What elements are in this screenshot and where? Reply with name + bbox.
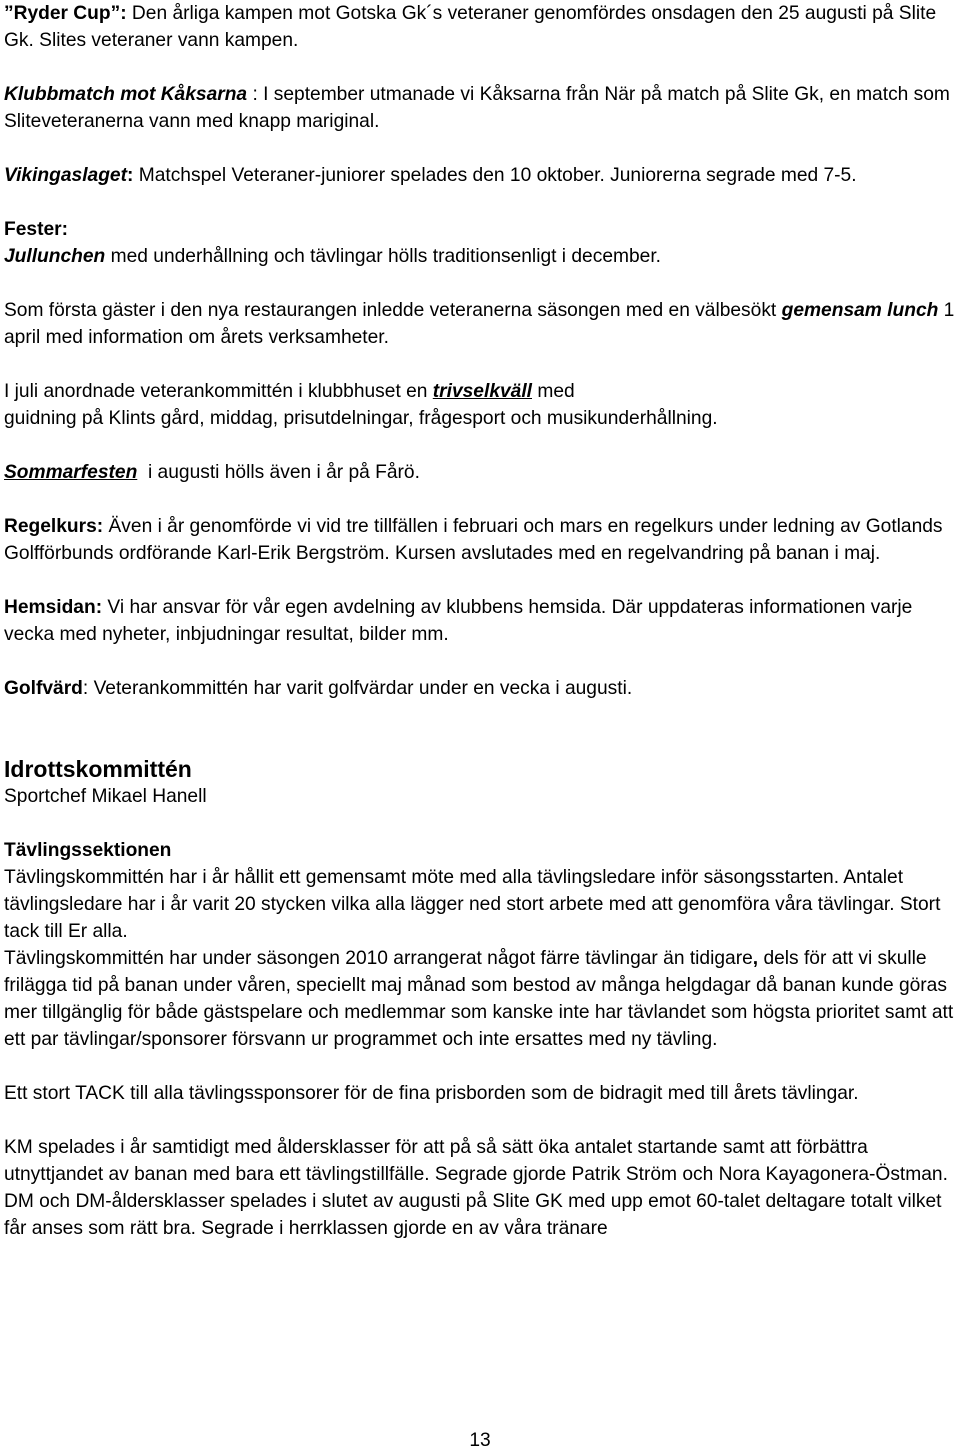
klubbmatch-paragraph <box>4 81 959 135</box>
vikingaslaget-colon: : <box>127 165 134 186</box>
gemensam-lunch-text-1: Som första gäster i den nya restaurangen inledde veteranerna säsongen med en välbesökt <box>4 300 782 321</box>
sommarfesten-label: Sommarfesten <box>4 462 138 483</box>
trivselkvall-text-2: med <box>532 381 575 402</box>
regelkurs-label: Regelkurs: <box>4 516 104 537</box>
sportchef-line: Sportchef Mikael Hanell <box>4 786 207 807</box>
vikingaslaget-label: Vikingaslaget <box>4 165 127 186</box>
golfvard-paragraph <box>4 675 959 702</box>
ryder-cup-label: ”Ryder Cup”: <box>4 3 127 24</box>
tavling-paragraph-1: Tävlingskommittén har i år hållit ett gemensamt möte med alla tävlingsledare inför säsongsstarten. Antalet tävlingsledare har i år varit 20 stycken vilka alla lägger ned stort arbete med att genomföra våra tävlingar. Stort tack till Er alla. <box>4 867 941 942</box>
trivselkvall-label: trivselkväll <box>432 381 532 402</box>
jullunchen-label: Jullunchen <box>4 246 106 267</box>
tack-paragraph: Ett stort TACK till alla tävlingssponsorer för de fina prisborden som de bidragit med till årets tävlingar. <box>4 1083 859 1104</box>
regelkurs-paragraph <box>4 513 959 567</box>
trivselkvall-line-1 <box>4 378 959 405</box>
tavling-paragraph-2b: dels för att vi skulle frilägga tid på banan under våren, speciellt maj månad som bestod av många helgdagar då banan kunde göras mer tillgänglig för både gästspelare och medlemmar som kanske inte har tävlandet som högsta prioritet samt att ett par tävlingar/sponsorer försvann ur programmet och inte ersattes med ny tävling. <box>4 948 954 1050</box>
golfvard-label: Golfvärd <box>4 678 83 699</box>
idrottskommitten-heading: Idrottskommittén <box>4 756 192 782</box>
km-paragraph: KM spelades i år samtidigt med åldersklasser för att på så sätt öka antalet startande samt att förbättra utnyttjandet av banan med bara ett tävlingstillfälle. Segrade gjorde Patrik Ström och Nora Kayagonera-Östman. <box>4 1137 948 1185</box>
dm-paragraph: DM och DM-åldersklasser spelades i slutet av augusti på Slite GK med upp emot 60-talet deltagare totalt vilket får anses som rätt bra. Segrade i herrklassen gjorde en av våra tränare <box>4 1191 942 1239</box>
regelkurs-text: Även i år genomförde vi vid tre tillfällen i februari och mars en regelkurs under ledning av Gotlands Golfförbunds ordförande Karl-Erik Bergström. Kursen avslutades med en regelvandring på banan i maj. <box>4 516 943 564</box>
vikingaslaget-text: Matchspel Veteraner-juniorer spelades den 10 oktober. Juniorerna segrade med 7-5. <box>133 165 857 186</box>
ryder-cup-text: Den årliga kampen mot Gotska Gk´s veteraner genomfördes onsdagen den 25 augusti på Slite Gk. Slites veteraner vann kampen. <box>4 3 937 51</box>
klubbmatch-label: Klubbmatch mot Kåksarna <box>4 84 248 105</box>
hemsidan-paragraph <box>4 594 959 648</box>
sommarfesten-text: i augusti hölls även i år på Fårö. <box>137 462 420 483</box>
hemsidan-label: Hemsidan: <box>4 597 103 618</box>
ryder-cup-paragraph <box>4 0 959 54</box>
tavling-paragraph-2 <box>4 945 959 1053</box>
gemensam-lunch-text-2: 1 april med information om årets verksamheter. <box>4 300 955 348</box>
jullunchen-text: med underhållning och tävlingar hölls traditionsenligt i december. <box>105 246 661 267</box>
fester-heading: Fester: <box>4 219 68 240</box>
klubbmatch-text: : I september utmanade vi Kåksarna från När på match på Slite Gk, en match som Sliteveteranerna vann med knapp mariginal. <box>4 84 950 132</box>
page-number: 13 <box>469 1430 491 1451</box>
document-page <box>4 0 959 1242</box>
vikingaslaget-paragraph <box>4 162 959 189</box>
trivselkvall-line-2: guidning på Klints gård, middag, prisutdelningar, frågesport och musikunderhållning. <box>4 408 718 429</box>
gemensam-lunch-label: gemensam lunch <box>781 300 939 321</box>
tavling-paragraph-2a: Tävlingskommittén har under säsongen 2010 arrangerat något färre tävlingar än tidigare <box>4 948 753 969</box>
hemsidan-text: Vi har ansvar för vår egen avdelning av klubbens hemsida. Där uppdateras informationen varje vecka med nyheter, inbjudningar resultat, bilder mm. <box>4 597 913 645</box>
sommarfesten-paragraph <box>4 459 959 486</box>
gemensam-lunch-paragraph <box>4 297 959 351</box>
tavlingssektionen-heading: Tävlingssektionen <box>4 840 172 861</box>
trivselkvall-text-1: I juli anordnade veterankommittén i klubbhuset en <box>4 381 433 402</box>
tavling-paragraph-2-comma: , <box>752 948 759 969</box>
jullunchen-paragraph <box>4 243 959 270</box>
golfvard-text: : Veterankommittén har varit golfvärdar under en vecka i augusti. <box>82 678 633 699</box>
